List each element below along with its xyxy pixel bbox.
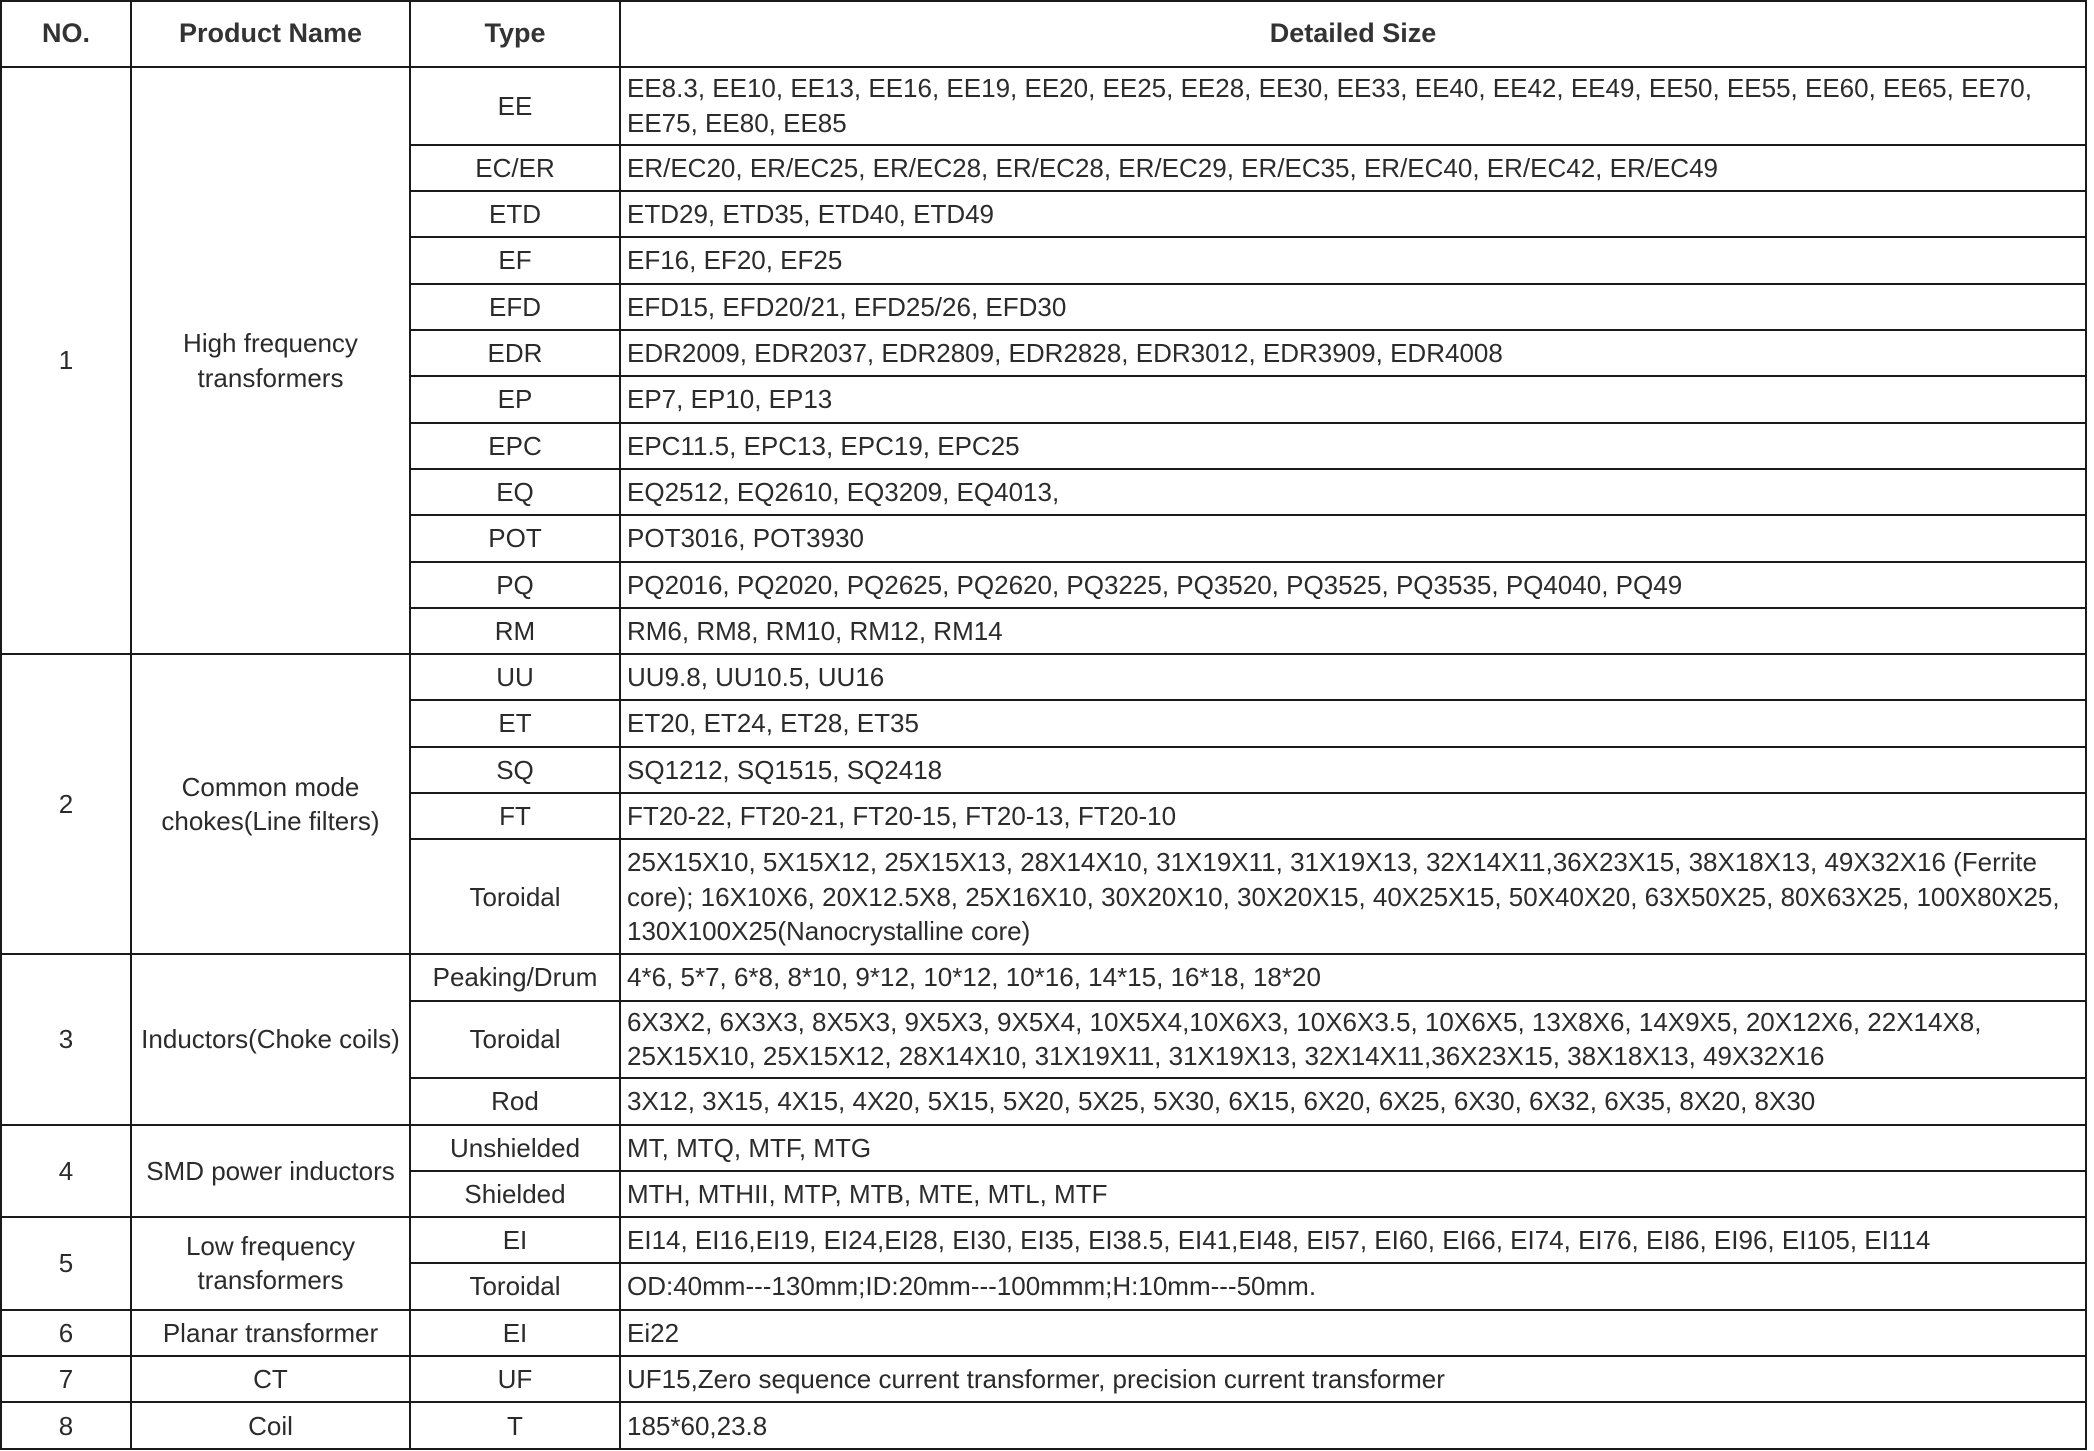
product-name: Low frequency transformers [131, 1217, 410, 1310]
type-cell: POT [410, 515, 620, 561]
group-number: 2 [1, 654, 131, 954]
product-name: Common mode chokes(Line filters) [131, 654, 410, 954]
type-cell: Toroidal [410, 839, 620, 954]
type-cell: T [410, 1402, 620, 1449]
table-row [1, 1402, 2086, 1449]
size-cell: UF15,Zero sequence current transformer, precision current transformer [620, 1356, 2086, 1402]
type-cell: EC/ER [410, 145, 620, 191]
type-cell: ETD [410, 191, 620, 237]
type-cell: EF [410, 237, 620, 283]
size-cell: EF16, EF20, EF25 [620, 237, 2086, 283]
size-cell: PQ2016, PQ2020, PQ2625, PQ2620, PQ3225, PQ3520, PQ3525, PQ3535, PQ4040, PQ49 [620, 562, 2086, 608]
product-name: SMD power inductors [131, 1125, 410, 1218]
type-cell: UF [410, 1356, 620, 1402]
type-cell: ET [410, 700, 620, 746]
size-cell: MT, MTQ, MTF, MTG [620, 1125, 2086, 1171]
size-cell: EQ2512, EQ2610, EQ3209, EQ4013, [620, 469, 2086, 515]
type-cell: EDR [410, 330, 620, 376]
type-cell: EP [410, 376, 620, 422]
size-cell: 185*60,23.8 [620, 1402, 2086, 1449]
size-cell: SQ1212, SQ1515, SQ2418 [620, 747, 2086, 793]
size-cell: EDR2009, EDR2037, EDR2809, EDR2828, EDR3012, EDR3909, EDR4008 [620, 330, 2086, 376]
size-cell: EE8.3, EE10, EE13, EE16, EE19, EE20, EE25, EE28, EE30, EE33, EE40, EE42, EE49, EE50, EE55, EE60, EE65, EE70, EE75, EE80, EE85 [620, 67, 2086, 145]
header-detailed-size: Detailed Size [620, 1, 2086, 67]
type-cell: RM [410, 608, 620, 654]
group-number: 5 [1, 1217, 131, 1310]
group-number: 4 [1, 1125, 131, 1218]
type-cell: FT [410, 793, 620, 839]
header-product-name: Product Name [131, 1, 410, 67]
size-cell: 4*6, 5*7, 6*8, 8*10, 9*12, 10*12, 10*16, 14*15, 16*18, 18*20 [620, 954, 2086, 1000]
type-cell: Toroidal [410, 1263, 620, 1309]
header-no: NO. [1, 1, 131, 67]
table-row [1, 1310, 2086, 1356]
size-cell: ETD29, ETD35, ETD40, ETD49 [620, 191, 2086, 237]
group-number: 3 [1, 954, 131, 1124]
type-cell: EI [410, 1310, 620, 1356]
size-cell: ER/EC20, ER/EC25, ER/EC28, ER/EC28, ER/EC29, ER/EC35, ER/EC40, ER/EC42, ER/EC49 [620, 145, 2086, 191]
type-cell: Rod [410, 1078, 620, 1124]
type-cell: EFD [410, 284, 620, 330]
size-cell: EFD15, EFD20/21, EFD25/26, EFD30 [620, 284, 2086, 330]
table-row [1, 1217, 2086, 1263]
size-cell: RM6, RM8, RM10, RM12, RM14 [620, 608, 2086, 654]
group-number: 6 [1, 1310, 131, 1356]
header-type: Type [410, 1, 620, 67]
size-cell: Ei22 [620, 1310, 2086, 1356]
group-number: 1 [1, 67, 131, 654]
group-number: 8 [1, 1402, 131, 1449]
size-cell: OD:40mm---130mm;ID:20mm---100mmm;H:10mm---50mm. [620, 1263, 2086, 1309]
group-number: 7 [1, 1356, 131, 1402]
size-cell: EPC11.5, EPC13, EPC19, EPC25 [620, 423, 2086, 469]
size-cell: MTH, MTHII, MTP, MTB, MTE, MTL, MTF [620, 1171, 2086, 1217]
table-row [1, 654, 2086, 700]
type-cell: EPC [410, 423, 620, 469]
type-cell: EE [410, 67, 620, 145]
size-cell: UU9.8, UU10.5, UU16 [620, 654, 2086, 700]
product-name: Planar transformer [131, 1310, 410, 1356]
type-cell: Toroidal [410, 1001, 620, 1079]
product-name: Inductors(Choke coils) [131, 954, 410, 1124]
table-row [1, 1356, 2086, 1402]
size-cell: 3X12, 3X15, 4X15, 4X20, 5X15, 5X20, 5X25, 5X30, 6X15, 6X20, 6X25, 6X30, 6X32, 6X35, 8X20, 8X30 [620, 1078, 2086, 1124]
type-cell: Shielded [410, 1171, 620, 1217]
type-cell: Unshielded [410, 1125, 620, 1171]
size-cell: EP7, EP10, EP13 [620, 376, 2086, 422]
table-row [1, 1125, 2086, 1171]
size-cell: 6X3X2, 6X3X3, 8X5X3, 9X5X3, 9X5X4, 10X5X4,10X6X3, 10X6X3.5, 10X6X5, 13X8X6, 14X9X5, 20X12X6, 22X14X8, 25X15X10, 25X15X12, 28X14X10, 31X19X11, 31X19X13, 32X14X11,36X23X15, 38X18X13, 49X32X16 [620, 1001, 2086, 1079]
header-row [1, 1, 2086, 67]
product-name: High frequency transformers [131, 67, 410, 654]
product-name: Coil [131, 1402, 410, 1449]
size-cell: ET20, ET24, ET28, ET35 [620, 700, 2086, 746]
type-cell: UU [410, 654, 620, 700]
size-cell: FT20-22, FT20-21, FT20-15, FT20-13, FT20-10 [620, 793, 2086, 839]
size-cell: EI14, EI16,EI19, EI24,EI28, EI30, EI35, EI38.5, EI41,EI48, EI57, EI60, EI66, EI74, EI76, EI86, EI96, EI105, EI114 [620, 1217, 2086, 1263]
table-row [1, 954, 2086, 1000]
type-cell: PQ [410, 562, 620, 608]
type-cell: SQ [410, 747, 620, 793]
size-cell: 25X15X10, 5X15X12, 25X15X13, 28X14X10, 31X19X11, 31X19X13, 32X14X11,36X23X15, 38X18X13, 49X32X16 (Ferrite core); 16X10X6, 20X12.5X8, 25X16X10, 30X20X10, 30X20X15, 40X25X15, 50X40X20, 63X50X25, 80X63X25, 100X80X25, 130X100X25(Nanocrystalline core) [620, 839, 2086, 954]
type-cell: EI [410, 1217, 620, 1263]
size-cell: POT3016, POT3930 [620, 515, 2086, 561]
table-row [1, 67, 2086, 145]
type-cell: Peaking/Drum [410, 954, 620, 1000]
product-name: CT [131, 1356, 410, 1402]
type-cell: EQ [410, 469, 620, 515]
